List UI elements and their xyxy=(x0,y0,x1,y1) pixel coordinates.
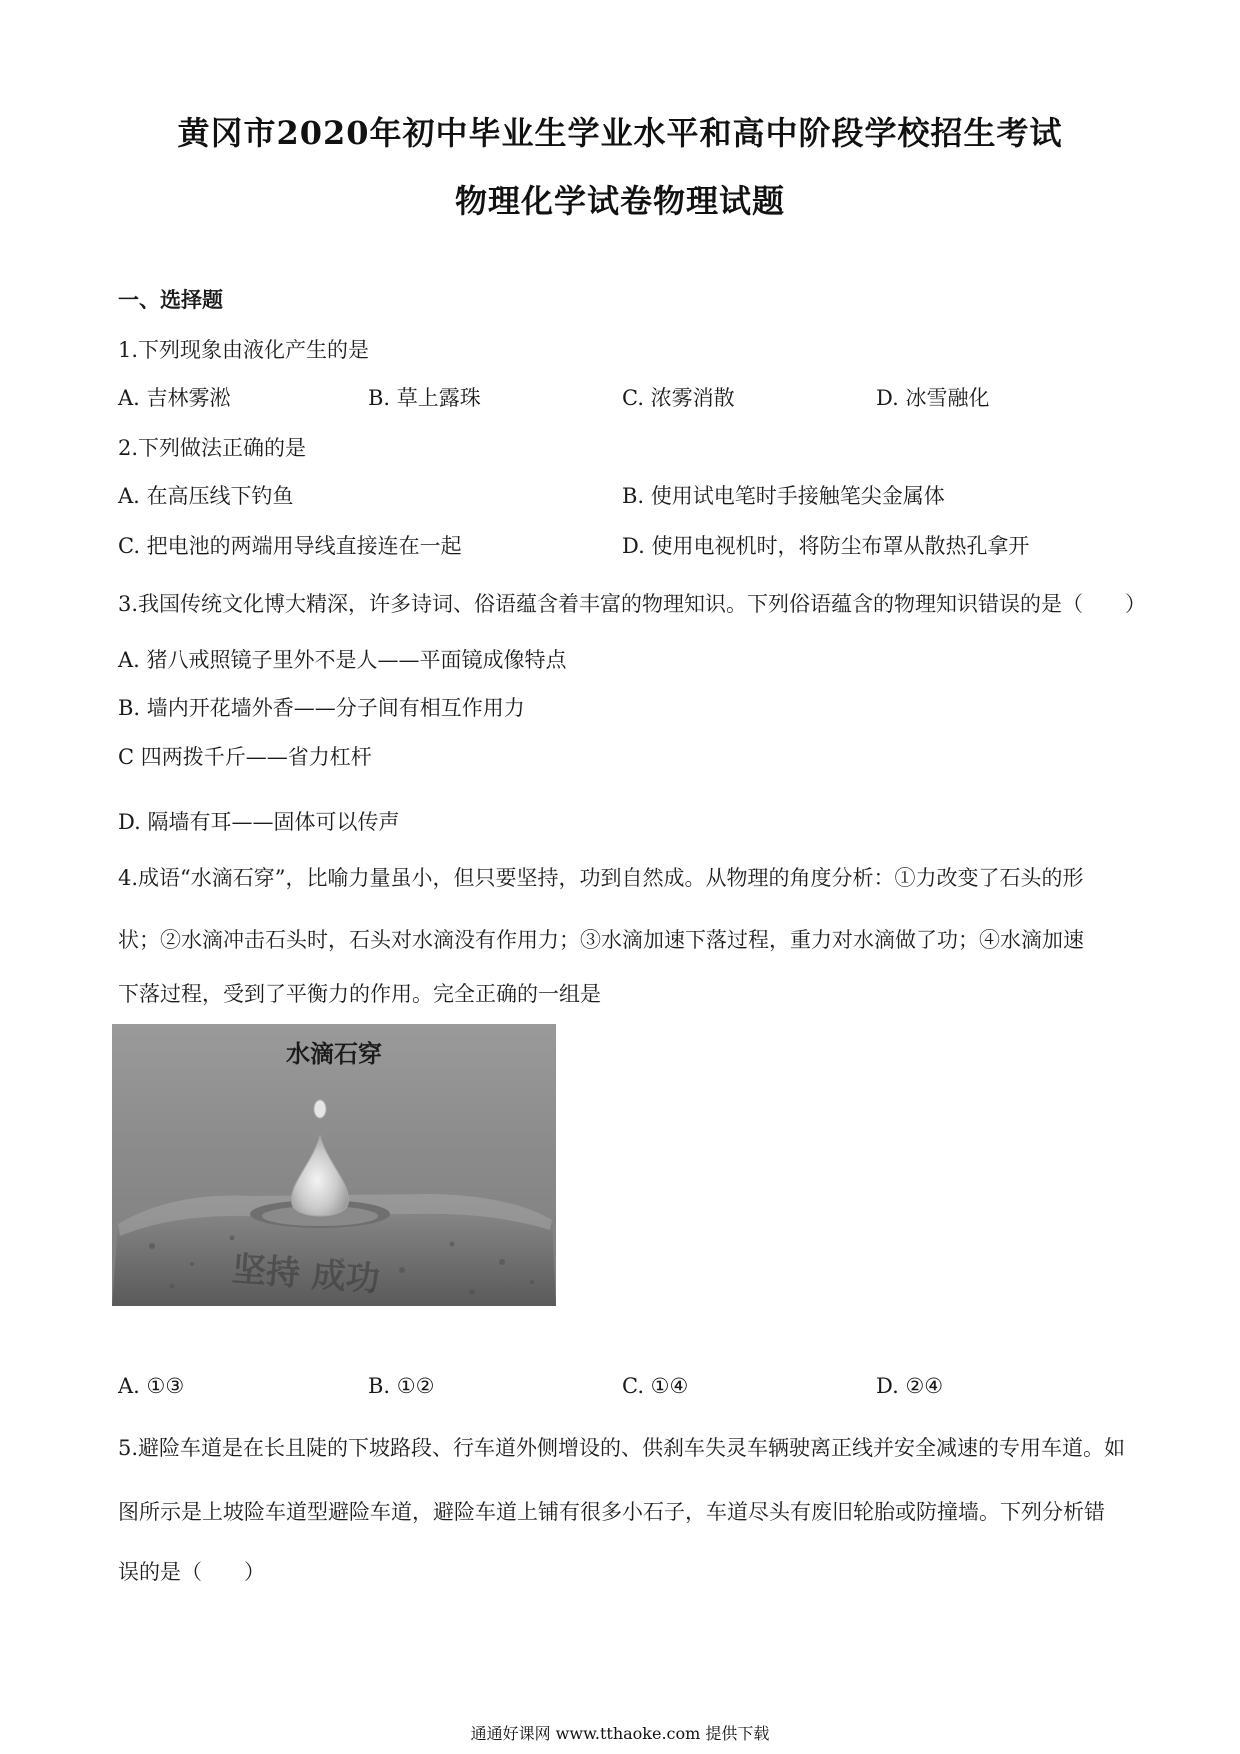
stone-engraving: 坚持 成功 xyxy=(230,1249,382,1300)
stone-illustration xyxy=(112,1024,556,1306)
question-4-stem-line-3: 下落过程，受到了平衡力的作用。完全正确的一组是 xyxy=(118,982,601,1006)
question-2-stem: 2.下列做法正确的是 xyxy=(118,436,307,460)
question-1-option-c: C. 浓雾消散 xyxy=(622,386,735,410)
section-heading: 一、选择题 xyxy=(118,287,223,312)
exam-subtitle: 物理化学试卷物理试题 xyxy=(454,182,785,220)
question-4-option-c: C. ①④ xyxy=(622,1374,689,1398)
question-2-option-b: B. 使用试电笔时手接触笔尖金属体 xyxy=(622,484,945,508)
question-3-option-b: B. 墙内开花墙外香——分子间有相互作用力 xyxy=(118,696,525,720)
question-4-option-d: D. ②④ xyxy=(876,1374,944,1398)
question-3-option-c: C 四两拨千斤——省力杠杆 xyxy=(118,745,372,769)
question-4-option-b: B. ①② xyxy=(368,1374,435,1398)
question-3-option-d: D. 隔墙有耳——固体可以传声 xyxy=(118,810,400,834)
question-1-stem: 1.下列现象由液化产生的是 xyxy=(118,338,370,362)
question-1-option-a: A. 吉林雾淞 xyxy=(118,386,231,410)
page-footer: 通通好课网 www.tthaoke.com 提供下载 xyxy=(470,1724,770,1743)
question-4-stem-line-2: 状；②水滴冲击石头时，石头对水滴没有作用力；③水滴加速下落过程，重力对水滴做了功；④水滴加速 xyxy=(118,928,1084,952)
question-5-stem-line-1: 5.避险车道是在长且陡的下坡路段、行车道外侧增设的、供刹车失灵车辆驶离正线并安全减速的专用车道。如 xyxy=(118,1436,1126,1460)
question-3-option-a: A. 猪八戒照镜子里外不是人——平面镜成像特点 xyxy=(118,648,567,672)
question-2-option-a: A. 在高压线下钓鱼 xyxy=(118,484,294,508)
question-1-option-d: D. 冰雪融化 xyxy=(876,386,990,410)
question-5-stem-line-3: 误的是（ ） xyxy=(118,1560,265,1584)
question-5-stem-line-2: 图所示是上坡险车道型避险车道，避险车道上铺有很多小石子，车道尽头有废旧轮胎或防撞墙。下列分析错 xyxy=(118,1500,1105,1524)
figure-caption: 水滴石穿 xyxy=(286,1040,382,1068)
question-3-stem: 3.我国传统文化博大精深，许多诗词、俗语蕴含着丰富的物理知识。下列俗语蕴含的物理知识错误的是（ ） xyxy=(118,592,1147,616)
question-1-option-b: B. 草上露珠 xyxy=(368,386,481,410)
small-drop-icon xyxy=(314,1100,326,1118)
question-4-stem-line-1: 4.成语“水滴石穿”，比喻力量虽小，但只要坚持，功到自然成。从物理的角度分析：①力改变了石头的形 xyxy=(118,866,1084,890)
exam-title: 黄冈市2020年初中毕业生学业水平和高中阶段学校招生考试 xyxy=(177,114,1063,152)
question-2-option-d: D. 使用电视机时，将防尘布罩从散热孔拿开 xyxy=(622,534,1030,558)
question-2-option-c: C. 把电池的两端用导线直接连在一起 xyxy=(118,534,462,558)
water-drop-icon xyxy=(292,1136,349,1216)
question-4-option-a: A. ①③ xyxy=(118,1374,185,1398)
water-drop-stone-image xyxy=(112,1024,556,1306)
